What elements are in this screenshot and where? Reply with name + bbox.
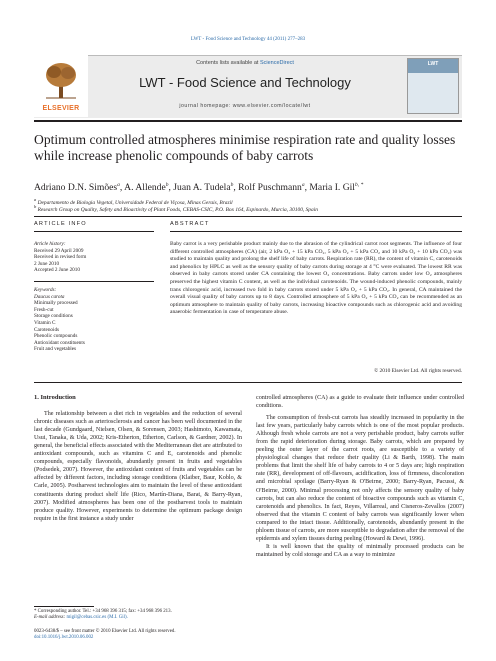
- keywords-divider: [34, 281, 154, 282]
- article-info-heading: ARTICLE INFO: [34, 221, 87, 227]
- abstract-bottom-divider: [34, 382, 462, 383]
- author-mark: b: [165, 182, 169, 188]
- body-column-left: [34, 394, 242, 523]
- keyword: Antioxidant constituents: [34, 339, 85, 346]
- author-mark: b: [230, 182, 234, 188]
- affiliation-mark: b: [34, 204, 37, 209]
- keyword: Minimally processed: [34, 300, 78, 307]
- author-name[interactable]: Rolf Puschmann: [238, 182, 302, 194]
- author-name[interactable]: Maria I. Gil: [309, 182, 355, 194]
- keyword: Daucus carota: [34, 293, 65, 300]
- body-paragraph: The relationship between a diet rich in vegetables and the reduction of several chronic diseases such as arteriosclerosis and cancer has been well documented in the last decade (Gundgaard, Nielsen, Olsen, & Sorensen, 2003; Hashimoto, Kawamata, Usui, Tanaka, & Uda, 2002; Kris-Etherton, Etherton, Carlson, & Gardner, 2002). In general, the beneficial effects associated with the Mediterranean diet are attributed to antioxidant compounds, such as vitamins C and E, carotenoids and phenolic compounds, especially flavonoids, abundantly present in fruits and vegetables (Podsedek, 2007). However, the antioxidant content of fruits and vegetables can be affected by different factors, including storage conditions (Klaiber, Baur, Koblo, & Carle, 2005). Postharvest technologies aim to maintain the level of these antioxidant constituents during product shelf life (Rico, Martín-Diana, Barat, & Barry-Ryan, 2007). Modified atmospheres has been one of the postharvest tools to maintain produce quality. However, experiments to determine the optimum package design require in the first instance a study under: [34, 411, 242, 522]
- history-item: 2 June 2010: [34, 260, 60, 267]
- article-title: Optimum controlled atmospheres minimise respiration rate and quality losses while increase phenolic compounds of baby carrots: [34, 132, 456, 163]
- author-name[interactable]: Juan A. Tudela: [173, 182, 231, 194]
- abstract-heading: ABSTRACT: [170, 221, 210, 227]
- author-list: Adriano D.N. Simões$^a$, A. Allende$^b$, Juan A. Tudela$^b$, Rolf Puschmann$^a$, Maria I. Gil$^{b, *}$: [34, 182, 364, 194]
- history-item: Received 29 April 2009: [34, 247, 84, 254]
- keyword: Vitamin C: [34, 319, 56, 326]
- journal-homepage[interactable]: journal homepage: www.elsevier.com/locate/lwt: [179, 103, 311, 109]
- author-mark: a: [117, 182, 120, 188]
- journal-title: LWT - Food Science and Technology: [139, 75, 351, 90]
- abstract-copyright: © 2010 Elsevier Ltd. All rights reserved.: [374, 368, 462, 374]
- keyword: Carotenoids: [34, 326, 60, 333]
- abstract-text: Baby carrot is a very perishable product mainly due to the abrasion of the cylindrical carrot root segments. The influence of four different controlled atmospheres (CA) (air, 2 kPa O₂ + 15 kPa CO₂, 5 kPa O₂ + 5 kPa CO₂ and 10 kPa O₂ + 10 kPa CO₂) was studied to maintain quality and prolong the shelf life of baby carrots. Respiration rate (RR), the content of vitamin C, carotenoids and phenolics by HPLC as well as the sensory quality of baby carrots during storage at 4 °C were evaluated. The lowest RR was observed in baby carrots stored under CA containing the lowest O₂ concentrations. Baby carrots under low O₂ atmospheres preserved the highest vitamin C content, as well as the individual carotenoids. The wound-induced phenolic compounds, mainly trans chlorogenic acid, increased two fold in baby carrots stored under 5 kPa O₂ + 5 kPa CO₂. In general, CA maintained the overall visual quality of baby carrots up to 8 days. Controlled atmosphere of 5 kPa O₂ + 5 kPa CO₂ can be recommended as an optimum atmosphere to maintain quality of baby carrots, increasing bioactive compounds such as chlorogenic acid and avoiding anaerobic fermentation in case of temperature abuse.: [170, 241, 462, 316]
- keyword: Phenolic compounds: [34, 333, 78, 340]
- section-title: 1. Introduction: [34, 394, 76, 401]
- contents-prefix: Contents lists available at: [196, 60, 259, 66]
- article-info-divider: [34, 231, 154, 232]
- affiliation: [34, 204, 464, 213]
- publisher-name: ELSEVIER: [42, 105, 80, 112]
- sciencedirect-link[interactable]: ScienceDirect: [259, 60, 294, 66]
- history-item: Accepted 2 June 2010: [34, 267, 80, 274]
- email-label: E-mail address:: [34, 615, 66, 621]
- footnote-divider: [34, 606, 94, 607]
- history-item: Received in revised form: [34, 254, 87, 261]
- email-link[interactable]: migil@cebas.csic.es (M.I. Gil).: [66, 615, 128, 621]
- author-mark: a: [301, 182, 305, 188]
- front-matter-info: [34, 629, 254, 642]
- article-history: [34, 241, 144, 274]
- doi-link[interactable]: doi:10.1016/j.lwt.2010.06.002: [34, 635, 94, 641]
- author-mark: b, *: [354, 182, 364, 188]
- keywords-label: Keywords:: [34, 287, 57, 293]
- issn-line: 0023-6438/$ – see front matter © 2010 Elsevier Ltd. All rights reserved.: [34, 629, 176, 634]
- keyword: Storage conditions: [34, 313, 73, 320]
- header-divider: [34, 120, 462, 122]
- elsevier-tree-icon: [42, 60, 80, 100]
- keyword: Fruit and vegetables: [34, 346, 77, 353]
- author-name[interactable]: Adriano D.N. Simões: [34, 182, 118, 194]
- cover-title: LWT: [427, 61, 439, 67]
- affiliation-text: Research Group on Quality, Safety and Bioactivity of Plant Foods, CEBAS-CSIC, P.O. Box 164, Espinardo, Murcia, 30100, Spain: [37, 206, 318, 213]
- history-label: Article history:: [34, 241, 66, 247]
- body-paragraph: It is well known that the quality of minimally processed products can be maintained by cold storage and CA as a way to minimize: [256, 543, 464, 558]
- corresponding-author-footnote: [34, 609, 254, 622]
- journal-reference[interactable]: LWT - Food Science and Technology 44 (2011) 277–283: [190, 37, 306, 42]
- body-column-right: [256, 394, 464, 559]
- contents-line: [90, 60, 400, 66]
- keywords-list: [34, 287, 144, 353]
- corresponding-author: * Corresponding author. Tel.: +34 968 396 315; fax: +34 968 396 213.: [34, 609, 172, 614]
- body-paragraph: controlled atmospheres (CA) as a guide to evaluate their influence under controlled conditions.: [256, 395, 464, 410]
- affiliation-text: Departamento de Biologia Vegetal, Universidade Federal de Viçosa, Minas Gerais, Brazil: [37, 199, 233, 206]
- keyword: Fresh-cut: [34, 306, 54, 313]
- affiliation-mark: a: [34, 197, 37, 202]
- author-name[interactable]: A. Allende: [124, 182, 166, 194]
- section-divider: [34, 216, 462, 217]
- body-paragraph: The consumption of fresh-cut carrots has steadily increased in popularity in the last few years, particularly baby carrots which is one of the most popular products. Although fresh whole carrots are not a very perishable product, baby carrots suffer from the rapid deterioration during storage. Baby carrots, which are prepared by peeling the outer layer of the carrot roots, are susceptible to a variety of physiological changes that reduce their quality (Li & Barth, 1998). The main problems that limit the shelf life of baby carrots to 4 or 5 days are; high respiration rate (RR), development of off-flavours, acidification, loss of firmness, discoloration and microbial spoilage (Barry-Ryan & O'Beirne, 2000; Barry-Ryan, Pacussi, & O'Beirne, 2000). Minimal processing not only affects the sensory quality of baby carrots, but can also reduce the content of bioactive compounds such as vitamin C, carotenoids and phenolics. In fact, Reyes, Villarreal, and Cisneros-Zevallos (2007) observed that the vitamin C content of baby carrots was significantly lower when compared to the intact tissue. Additionally, carotenoids, abundantly present in the phloem tissue of carrots, are more susceptible to degradation after the removal of the epidermis and xylem tissues during peeling (Howard & Dewi, 1996).: [256, 415, 464, 542]
- abstract-divider: [170, 231, 462, 232]
